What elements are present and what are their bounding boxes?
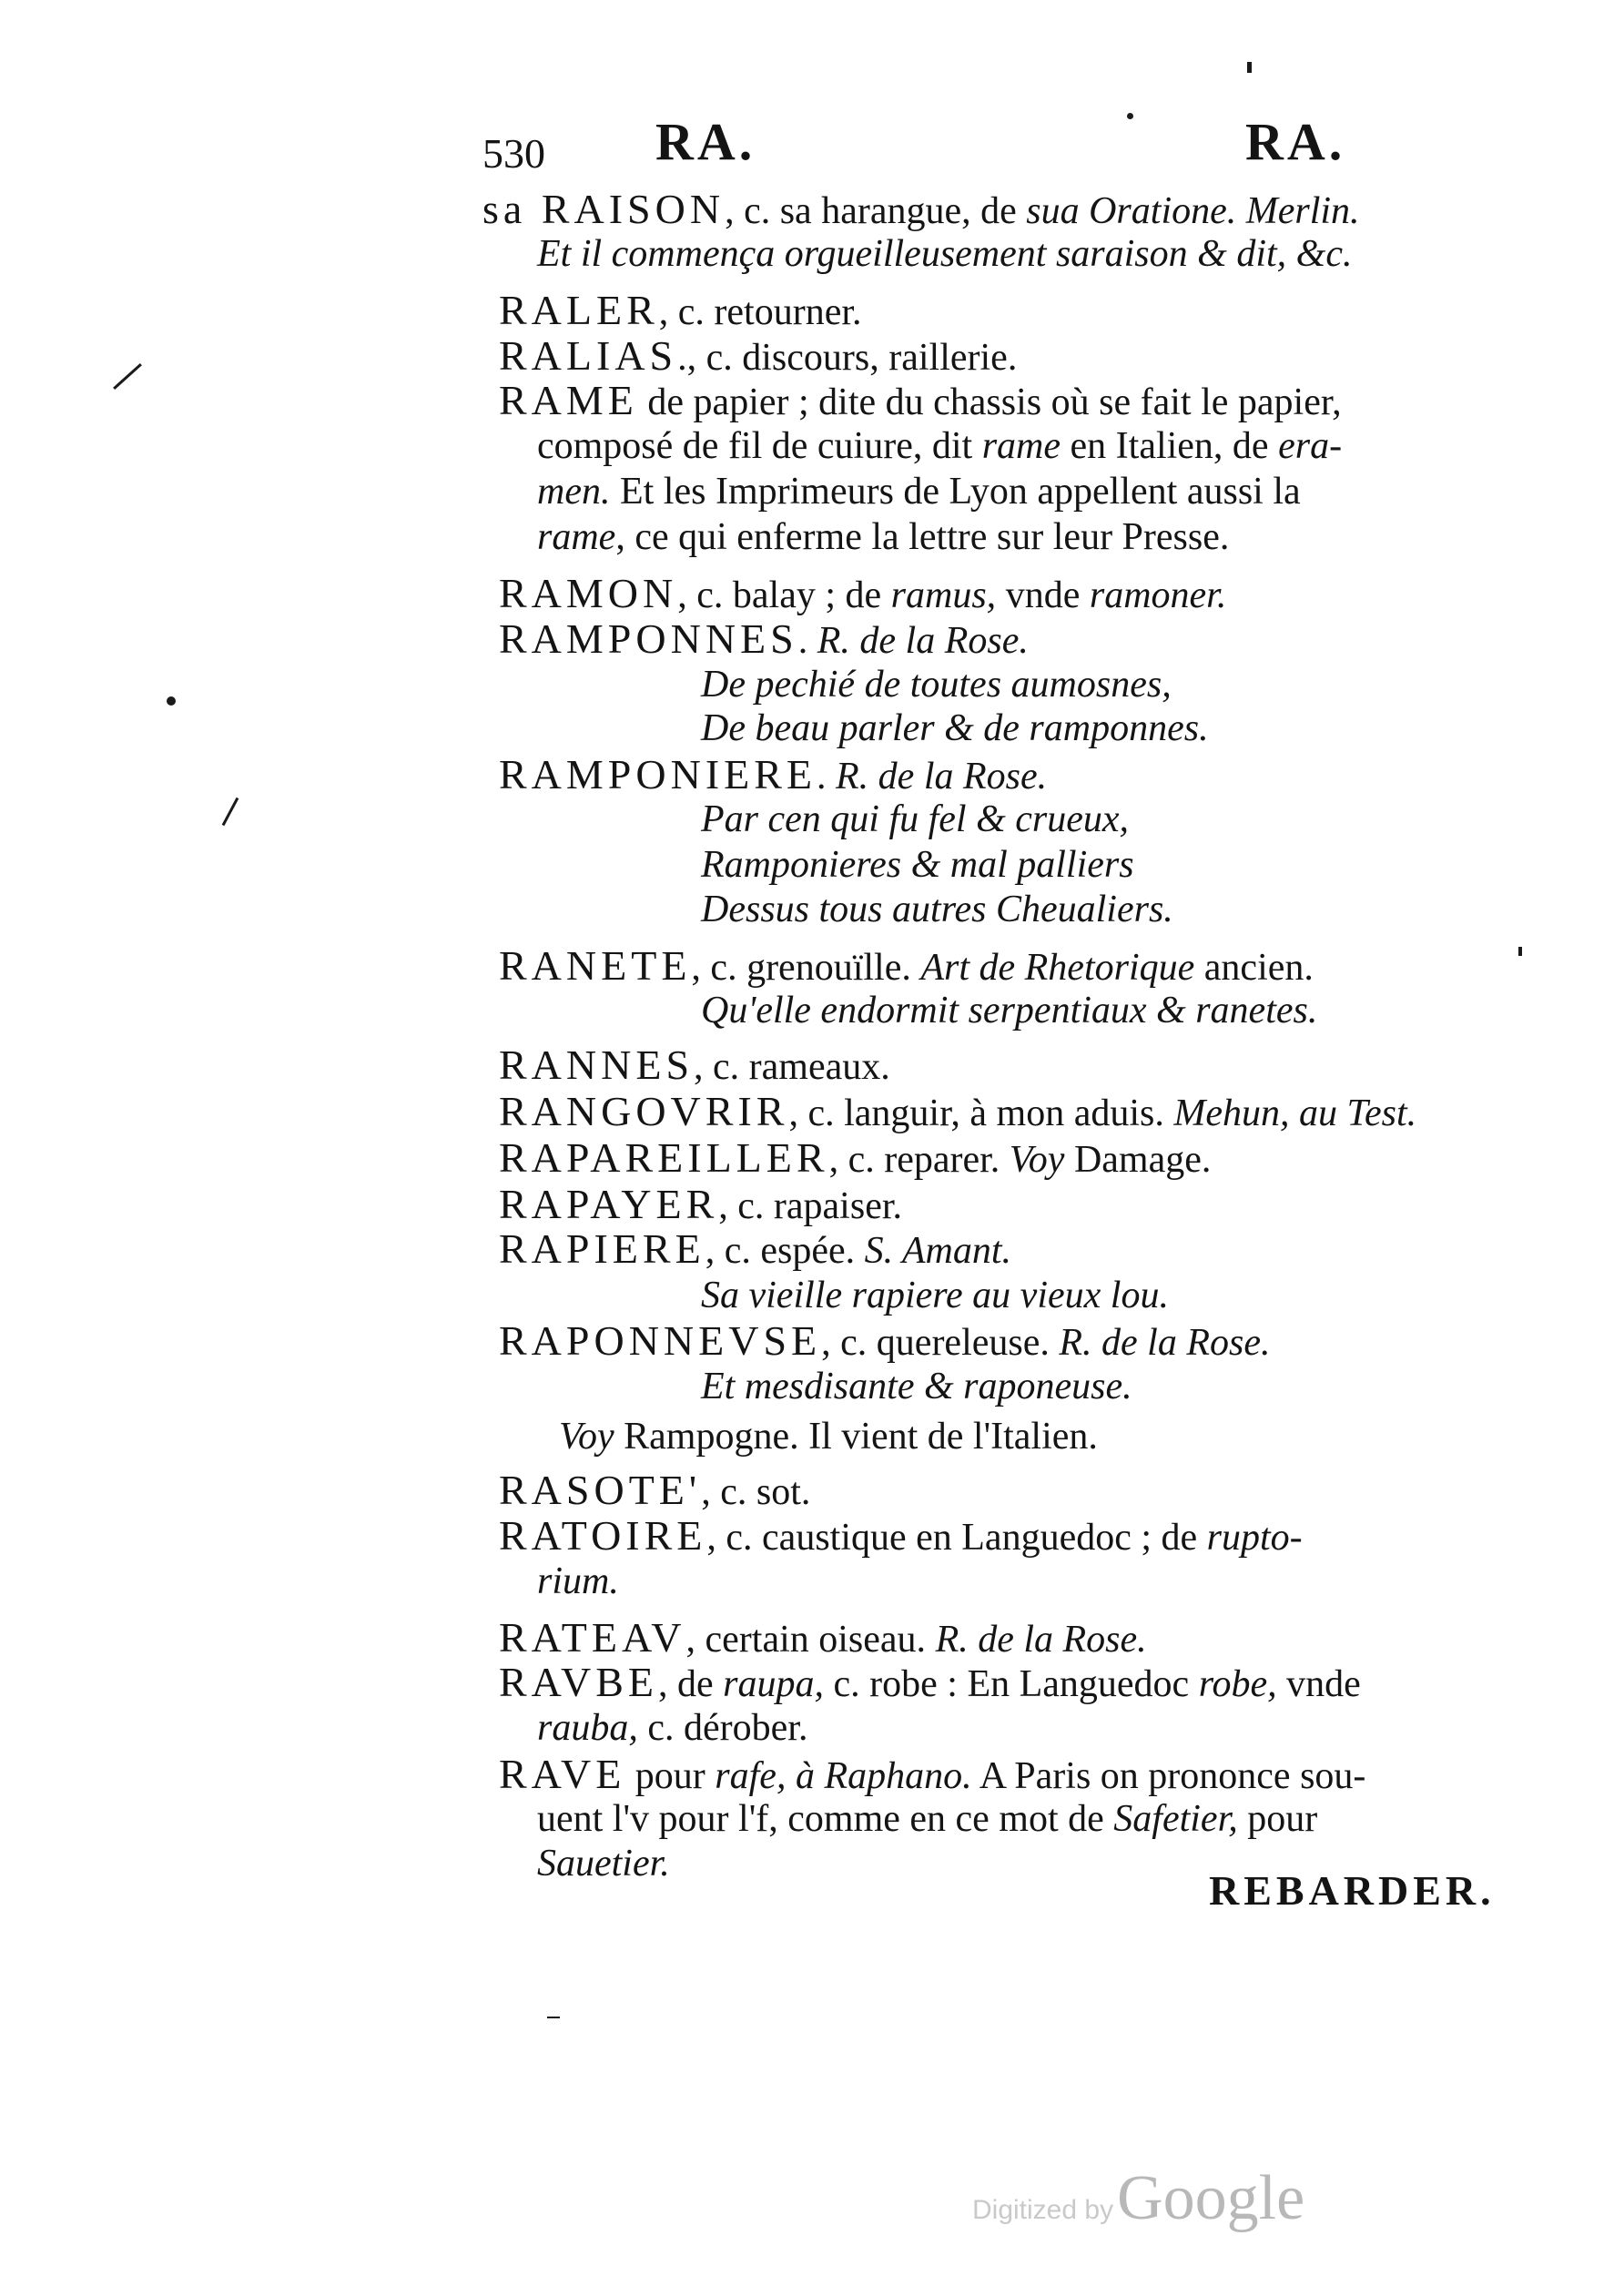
italic-text: Voy: [559, 1416, 614, 1458]
entry-text: , c. retourner.: [658, 291, 862, 333]
running-head-left: RA.: [655, 112, 756, 171]
entry-text: Rampogne. Il vient de l'Italien.: [614, 1416, 1098, 1458]
italic-text: R. de la Rose.: [836, 756, 1048, 798]
page-number: 530: [482, 130, 545, 177]
italic-text: Dessus tous autres Cheualiers.: [701, 889, 1173, 930]
entry-text: pour: [1237, 1798, 1318, 1840]
catchword: REBARDER.: [1209, 1867, 1496, 1914]
italic-text: R. de la Rose.: [935, 1619, 1147, 1661]
ink-mark: [167, 696, 176, 706]
entry-continuation-line: [537, 469, 1301, 514]
headword: RASOTE': [499, 1467, 702, 1513]
italic-text: ramoner.: [1089, 574, 1227, 616]
ink-mark: [1247, 62, 1252, 73]
entry-text: vnde: [996, 574, 1090, 616]
entry-headword-line: [499, 1615, 1147, 1662]
italic-text: rafe,: [715, 1755, 787, 1797]
ink-mark: [222, 798, 239, 826]
entry-text: .: [797, 620, 817, 662]
entry-continuation-line: [537, 423, 1342, 469]
entry-continuation-line: [701, 842, 1134, 888]
entry-text: Damage.: [1064, 1139, 1212, 1181]
headword: RAVBE: [499, 1659, 658, 1705]
headword: RAPAREILLER: [499, 1134, 829, 1181]
headword: RAPONNEVSE: [499, 1317, 822, 1364]
entry-continuation-line: [537, 231, 1352, 277]
entry-headword-line: [499, 1042, 890, 1090]
entry-text: , c. reparer.: [828, 1139, 1010, 1181]
headword: RAVE: [499, 1751, 626, 1797]
italic-text: R. de la Rose.: [817, 620, 1029, 662]
italic-text: era-: [1278, 425, 1343, 467]
entry-text: Et les Imprimeurs de Lyon appellent aussi la: [610, 471, 1301, 513]
entry-text: , certain oiseau.: [685, 1619, 936, 1661]
entry-headword-line: [499, 1513, 1303, 1560]
google-wordmark: Google: [1117, 2163, 1305, 2233]
italic-text: Mehun, au Test.: [1173, 1092, 1417, 1134]
digitized-watermark: [972, 2162, 1304, 2235]
entry-continuation-line: [701, 706, 1209, 751]
italic-text: Et il commença orgueilleusement saraison & dit, &c.: [537, 233, 1353, 275]
italic-text: robe,: [1198, 1663, 1277, 1705]
italic-text: Sauetier.: [537, 1843, 670, 1885]
italic-text: ramus,: [890, 574, 997, 616]
headword: RAME: [499, 377, 638, 423]
entry-text: en Italien, de: [1061, 425, 1279, 467]
italic-text: raupa,: [723, 1663, 824, 1705]
entry-text: ., c. discours, raillerie.: [677, 337, 1018, 379]
entry-text: , de: [657, 1663, 724, 1705]
headword: RAPAYER: [499, 1181, 719, 1227]
italic-text: Qu'elle endormit serpentiaux & ranetes.: [701, 990, 1318, 1031]
entry-continuation-line: [537, 1841, 670, 1886]
entry-headword-line: [482, 187, 1360, 234]
entry-headword-line: [499, 1182, 902, 1229]
headword: RATOIRE: [499, 1512, 707, 1559]
entry-text: [786, 1755, 796, 1797]
entry-headword-line: [499, 1226, 1011, 1274]
entry-continuation-line: [701, 1273, 1169, 1318]
italic-text: rauba,: [537, 1707, 638, 1749]
italic-text: rupto-: [1206, 1517, 1303, 1559]
italic-text: rium.: [537, 1560, 619, 1602]
entry-continuation-line: [537, 1796, 1317, 1842]
entry-headword-line: [499, 1135, 1211, 1183]
entry-headword-line: [499, 333, 1017, 381]
headword: sa RAISON: [482, 186, 726, 232]
headword: RANNES: [499, 1041, 695, 1088]
entry-headword-line: [499, 571, 1226, 618]
entry-text: , c. languir, à mon aduis.: [788, 1092, 1174, 1134]
headword: RAMPONIERE: [499, 751, 817, 798]
entry-text: , c. caustique en Languedoc ; de: [706, 1517, 1207, 1559]
italic-text: men.: [537, 471, 611, 513]
italic-text: Par cen qui fu fel & crueux,: [701, 798, 1130, 840]
entry-text: , c. balay ; de: [677, 574, 891, 616]
entry-headword-line: [499, 1089, 1416, 1136]
headword: RAPIERE: [499, 1225, 705, 1272]
headword: RANETE: [499, 942, 692, 989]
italic-text: rame: [981, 425, 1061, 467]
entry-text: A Paris on prononce sou-: [971, 1755, 1366, 1797]
running-head-right: RA.: [1245, 112, 1346, 171]
italic-text: Ramponieres & mal palliers: [701, 844, 1134, 886]
headword: RALIAS: [499, 332, 678, 379]
entry-continuation-line: [701, 662, 1172, 707]
ink-mark: [113, 363, 142, 390]
headword: RAMPONNES: [499, 615, 798, 662]
entry-headword-line: [499, 616, 1029, 664]
entry-text: , c. sa harangue, de: [725, 190, 1027, 232]
entry-continuation-line: [701, 797, 1129, 842]
entry-headword-line: [499, 943, 1314, 991]
entry-text: .: [817, 756, 837, 798]
entry-text: , c. rameaux.: [694, 1046, 890, 1088]
entry-headword-line: [499, 378, 1342, 425]
italic-text: Safetier,: [1113, 1798, 1238, 1840]
headword: RANGOVRIR: [499, 1088, 789, 1134]
entry-continuation-line: [537, 1705, 807, 1751]
entry-headword-line: [499, 1752, 1365, 1799]
ink-mark: [547, 2017, 560, 2018]
entry-headword-line: [499, 1660, 1361, 1707]
entry-text: , c. espée.: [705, 1230, 865, 1272]
italic-text: De pechié de toutes aumosnes,: [701, 664, 1172, 706]
headword: RATEAV: [499, 1614, 686, 1661]
entry-text: , c. grenouïlle.: [691, 947, 921, 989]
entry-text: de papier ; dite du chassis où se fait le papier,: [637, 381, 1342, 423]
entry-text: ancien.: [1194, 947, 1314, 989]
entry-continuation-line: [559, 1414, 1098, 1459]
italic-text: rame: [537, 516, 616, 558]
entry-text: c. robe : En Languedoc: [824, 1663, 1199, 1705]
entry-text: c. dérober.: [637, 1707, 808, 1749]
italic-text: De beau parler & de ramponnes.: [701, 707, 1209, 749]
headword: RAMON: [499, 570, 678, 616]
entry-headword-line: [499, 1468, 810, 1515]
italic-text: Sa vieille rapiere au vieux lou.: [701, 1275, 1169, 1316]
italic-text: R. de la Rose.: [1059, 1322, 1271, 1364]
italic-text: S. Amant.: [864, 1230, 1012, 1272]
entry-text: , c. quereleuse.: [821, 1322, 1060, 1364]
entry-headword-line: [499, 288, 862, 335]
italic-text: à Raphano.: [795, 1755, 972, 1797]
entry-text: , c. rapaiser.: [718, 1185, 903, 1227]
entry-text: , ce qui enferme la lettre sur leur Presse.: [615, 516, 1230, 558]
entry-headword-line: [499, 1318, 1270, 1366]
digitized-label: Digitized by: [972, 2195, 1114, 2225]
entry-text: composé de fil de cuiure, dit: [537, 425, 982, 467]
entry-continuation-line: [701, 988, 1317, 1033]
entry-continuation-line: [537, 514, 1229, 560]
ink-mark: [1127, 113, 1133, 119]
entry-continuation-line: [537, 1559, 619, 1604]
entry-text: vnde: [1276, 1663, 1361, 1705]
italic-text: sua Oratione. Merlin.: [1026, 190, 1360, 232]
entry-text: , c. sot.: [701, 1471, 811, 1513]
entry-text: pour: [625, 1755, 716, 1797]
headword: RALER: [499, 287, 659, 333]
italic-text: Et mesdisante & raponeuse.: [701, 1366, 1132, 1407]
italic-text: Art de Rhetorique: [920, 947, 1195, 989]
ink-mark: [1518, 947, 1522, 956]
italic-text: Voy: [1009, 1139, 1065, 1181]
entry-continuation-line: [701, 1364, 1132, 1409]
entry-text: uent l'v pour l'f, comme en ce mot de: [537, 1798, 1114, 1840]
entry-continuation-line: [701, 887, 1173, 932]
entry-headword-line: [499, 752, 1047, 799]
